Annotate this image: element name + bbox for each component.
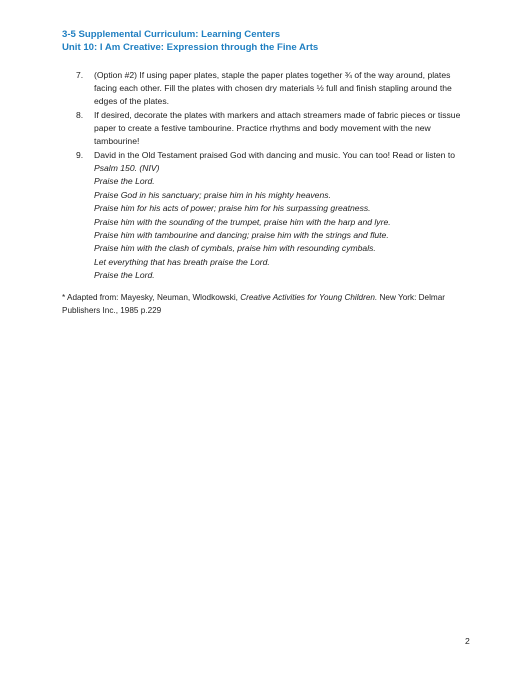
- footnote-suffix: New York: Delmar Publishers Inc., 1985 p.229: [62, 293, 446, 315]
- list-item-text: David in the Old Testament praised God with dancing and music. You can too! Read or listen to: [94, 150, 455, 160]
- psalm-quote: [94, 162, 474, 283]
- psalm-line: Praise the Lord.: [94, 270, 155, 281]
- psalm-line: Psalm 150. (NIV): [94, 163, 160, 173]
- header-unit-title: Unit 10: I Am Creative: Expression through the Fine Arts: [62, 42, 319, 53]
- footnote: [62, 291, 482, 317]
- list-item-text: (Option #2) If using paper plates, staple the paper plates together ¾ of the way around, plates facing each other. Fill the plates with chosen dry materials ½ full and finish stapling around the edges of the plates.: [94, 70, 452, 106]
- header: [62, 28, 318, 54]
- list-item: [62, 69, 474, 108]
- list-item-text: If desired, decorate the plates with markers and attach streamers made of fabric pieces or tissue paper to create a festive tambourine. Practice rhythms and body movement with the new tambourine!: [94, 110, 461, 146]
- list-item: [62, 109, 474, 148]
- list-item-number: 7.: [76, 70, 84, 80]
- page-number: 2: [465, 636, 470, 646]
- footnote-prefix: * Adapted from: Mayesky, Neuman, Wlodkowski,: [62, 293, 241, 302]
- psalm-line: Praise God in his sanctuary; praise him in his mighty heavens.: [94, 189, 331, 200]
- psalm-line: Praise him with tambourine and dancing; praise him with the strings and flute.: [94, 230, 389, 241]
- list-item: [62, 149, 474, 283]
- list-item-number: 9.: [76, 150, 84, 160]
- psalm-line: Praise him with the clash of cymbals, praise him with resounding cymbals.: [94, 243, 376, 254]
- header-curriculum-title: 3-5 Supplemental Curriculum: Learning Centers: [62, 29, 281, 40]
- psalm-line: Praise him for his acts of power; praise him for his surpassing greatness.: [94, 203, 371, 214]
- list-item-number: 8.: [76, 110, 84, 120]
- footnote-book-title: Creative Activities for Young Children.: [240, 293, 378, 302]
- psalm-line: Let everything that has breath praise the Lord.: [94, 256, 270, 267]
- psalm-line: Praise the Lord.: [94, 176, 155, 187]
- instruction-list: [62, 69, 474, 284]
- psalm-line: Praise him with the sounding of the trumpet, praise him with the harp and lyre.: [94, 216, 391, 227]
